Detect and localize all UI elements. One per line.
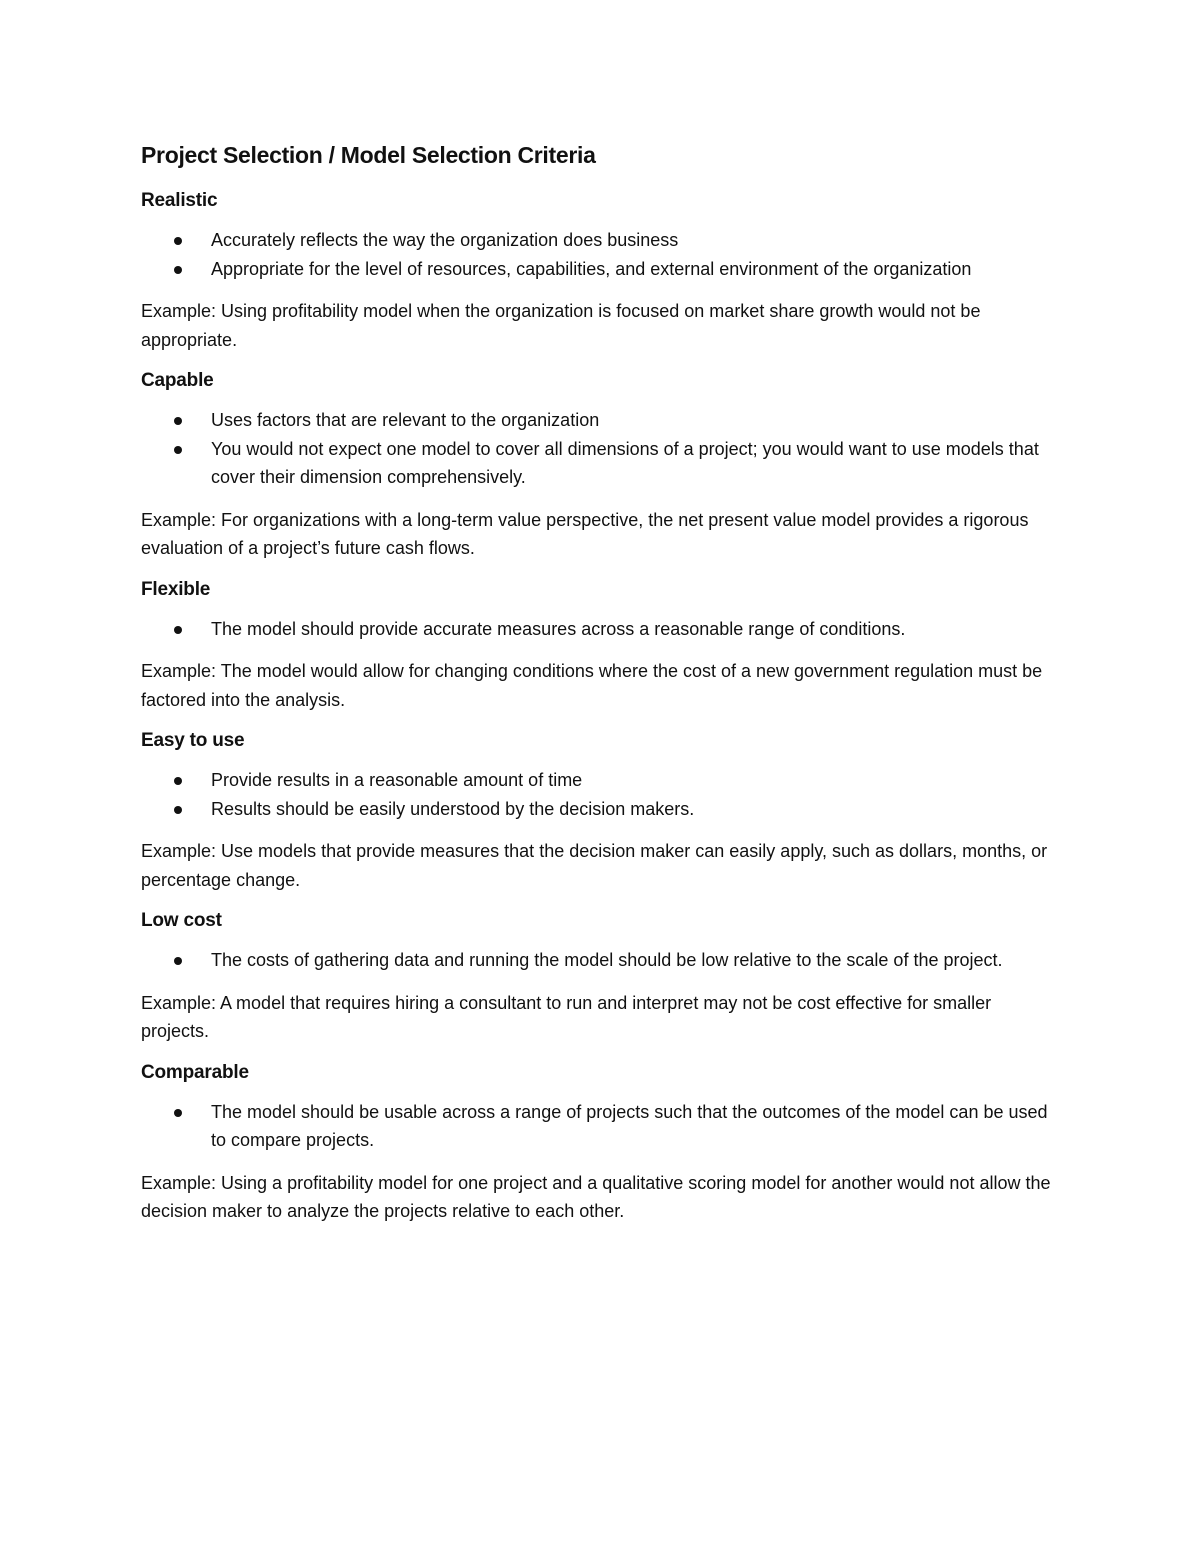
bullet-icon bbox=[174, 777, 182, 785]
list-item bbox=[141, 946, 1061, 975]
bullet-text: The model should be usable across a range of projects such that the outcomes of the model can be used to compare projects. bbox=[211, 1101, 1048, 1150]
bullet-text: You would not expect one model to cover all dimensions of a project; you would want to use models that cover their dimension comprehensively. bbox=[211, 438, 1039, 487]
bullet-list bbox=[141, 406, 1061, 492]
example-paragraph: Example: Using profitability model when the organization is focused on market share growth would not be appropriate. bbox=[141, 301, 981, 350]
bullet-icon bbox=[174, 626, 182, 634]
bullet-icon bbox=[174, 417, 182, 425]
bullet-icon bbox=[174, 1109, 182, 1117]
bullet-list bbox=[141, 226, 1061, 283]
section-comparable bbox=[141, 1060, 1061, 1226]
bullet-text: The model should provide accurate measures across a reasonable range of conditions. bbox=[211, 618, 906, 639]
bullet-text: Appropriate for the level of resources, capabilities, and external environment of the organization bbox=[211, 258, 972, 279]
list-item bbox=[141, 795, 1061, 824]
list-item bbox=[141, 435, 1061, 492]
list-item bbox=[141, 406, 1061, 435]
bullet-text: Provide results in a reasonable amount of time bbox=[211, 770, 583, 790]
bullet-list bbox=[141, 946, 1061, 975]
list-item bbox=[141, 615, 1061, 644]
bullet-text: Uses factors that are relevant to the organization bbox=[211, 410, 600, 430]
list-item bbox=[141, 766, 1061, 795]
bullet-text: Results should be easily understood by the decision makers. bbox=[211, 798, 695, 819]
bullet-list bbox=[141, 766, 1061, 823]
document-page bbox=[141, 140, 1061, 1240]
section-low-cost bbox=[141, 908, 1061, 1046]
section-realistic bbox=[141, 188, 1061, 354]
bullet-list bbox=[141, 1098, 1061, 1155]
section-heading: Flexible bbox=[141, 578, 211, 600]
bullet-list bbox=[141, 615, 1061, 644]
section-capable bbox=[141, 368, 1061, 563]
example-paragraph: Example: A model that requires hiring a consultant to run and interpret may not be cost effective for smaller projects. bbox=[141, 992, 992, 1041]
section-heading: Realistic bbox=[141, 190, 218, 211]
bullet-text: The costs of gathering data and running the model should be low relative to the scale of the project. bbox=[211, 950, 1003, 970]
section-heading: Easy to use bbox=[141, 730, 245, 751]
list-item bbox=[141, 226, 1061, 255]
bullet-icon bbox=[174, 237, 182, 245]
bullet-icon bbox=[174, 446, 182, 454]
list-item bbox=[141, 1098, 1061, 1155]
bullet-icon bbox=[174, 266, 182, 274]
document-title: Project Selection / Model Selection Criteria bbox=[141, 142, 596, 168]
example-paragraph: Example: For organizations with a long-term value perspective, the net present value model provides a rigorous evaluation of a project’s future cash flows. bbox=[141, 509, 1029, 558]
list-item bbox=[141, 255, 1061, 284]
section-heading: Capable bbox=[141, 370, 214, 391]
bullet-icon bbox=[174, 806, 182, 814]
example-paragraph: Example: Using a profitability model for one project and a qualitative scoring model for another would not allow the decision maker to analyze the projects relative to each other. bbox=[141, 1172, 1051, 1221]
example-paragraph: Example: The model would allow for changing conditions where the cost of a new government regulation must be factored into the analysis. bbox=[141, 661, 1043, 710]
section-heading: Comparable bbox=[141, 1061, 249, 1083]
section-easy-to-use bbox=[141, 728, 1061, 894]
bullet-text: Accurately reflects the way the organization does business bbox=[211, 230, 679, 250]
section-flexible bbox=[141, 577, 1061, 715]
section-heading: Low cost bbox=[141, 910, 222, 931]
bullet-icon bbox=[174, 957, 182, 965]
example-paragraph: Example: Use models that provide measures that the decision maker can easily apply, such as dollars, months, or percentage change. bbox=[141, 841, 1048, 890]
